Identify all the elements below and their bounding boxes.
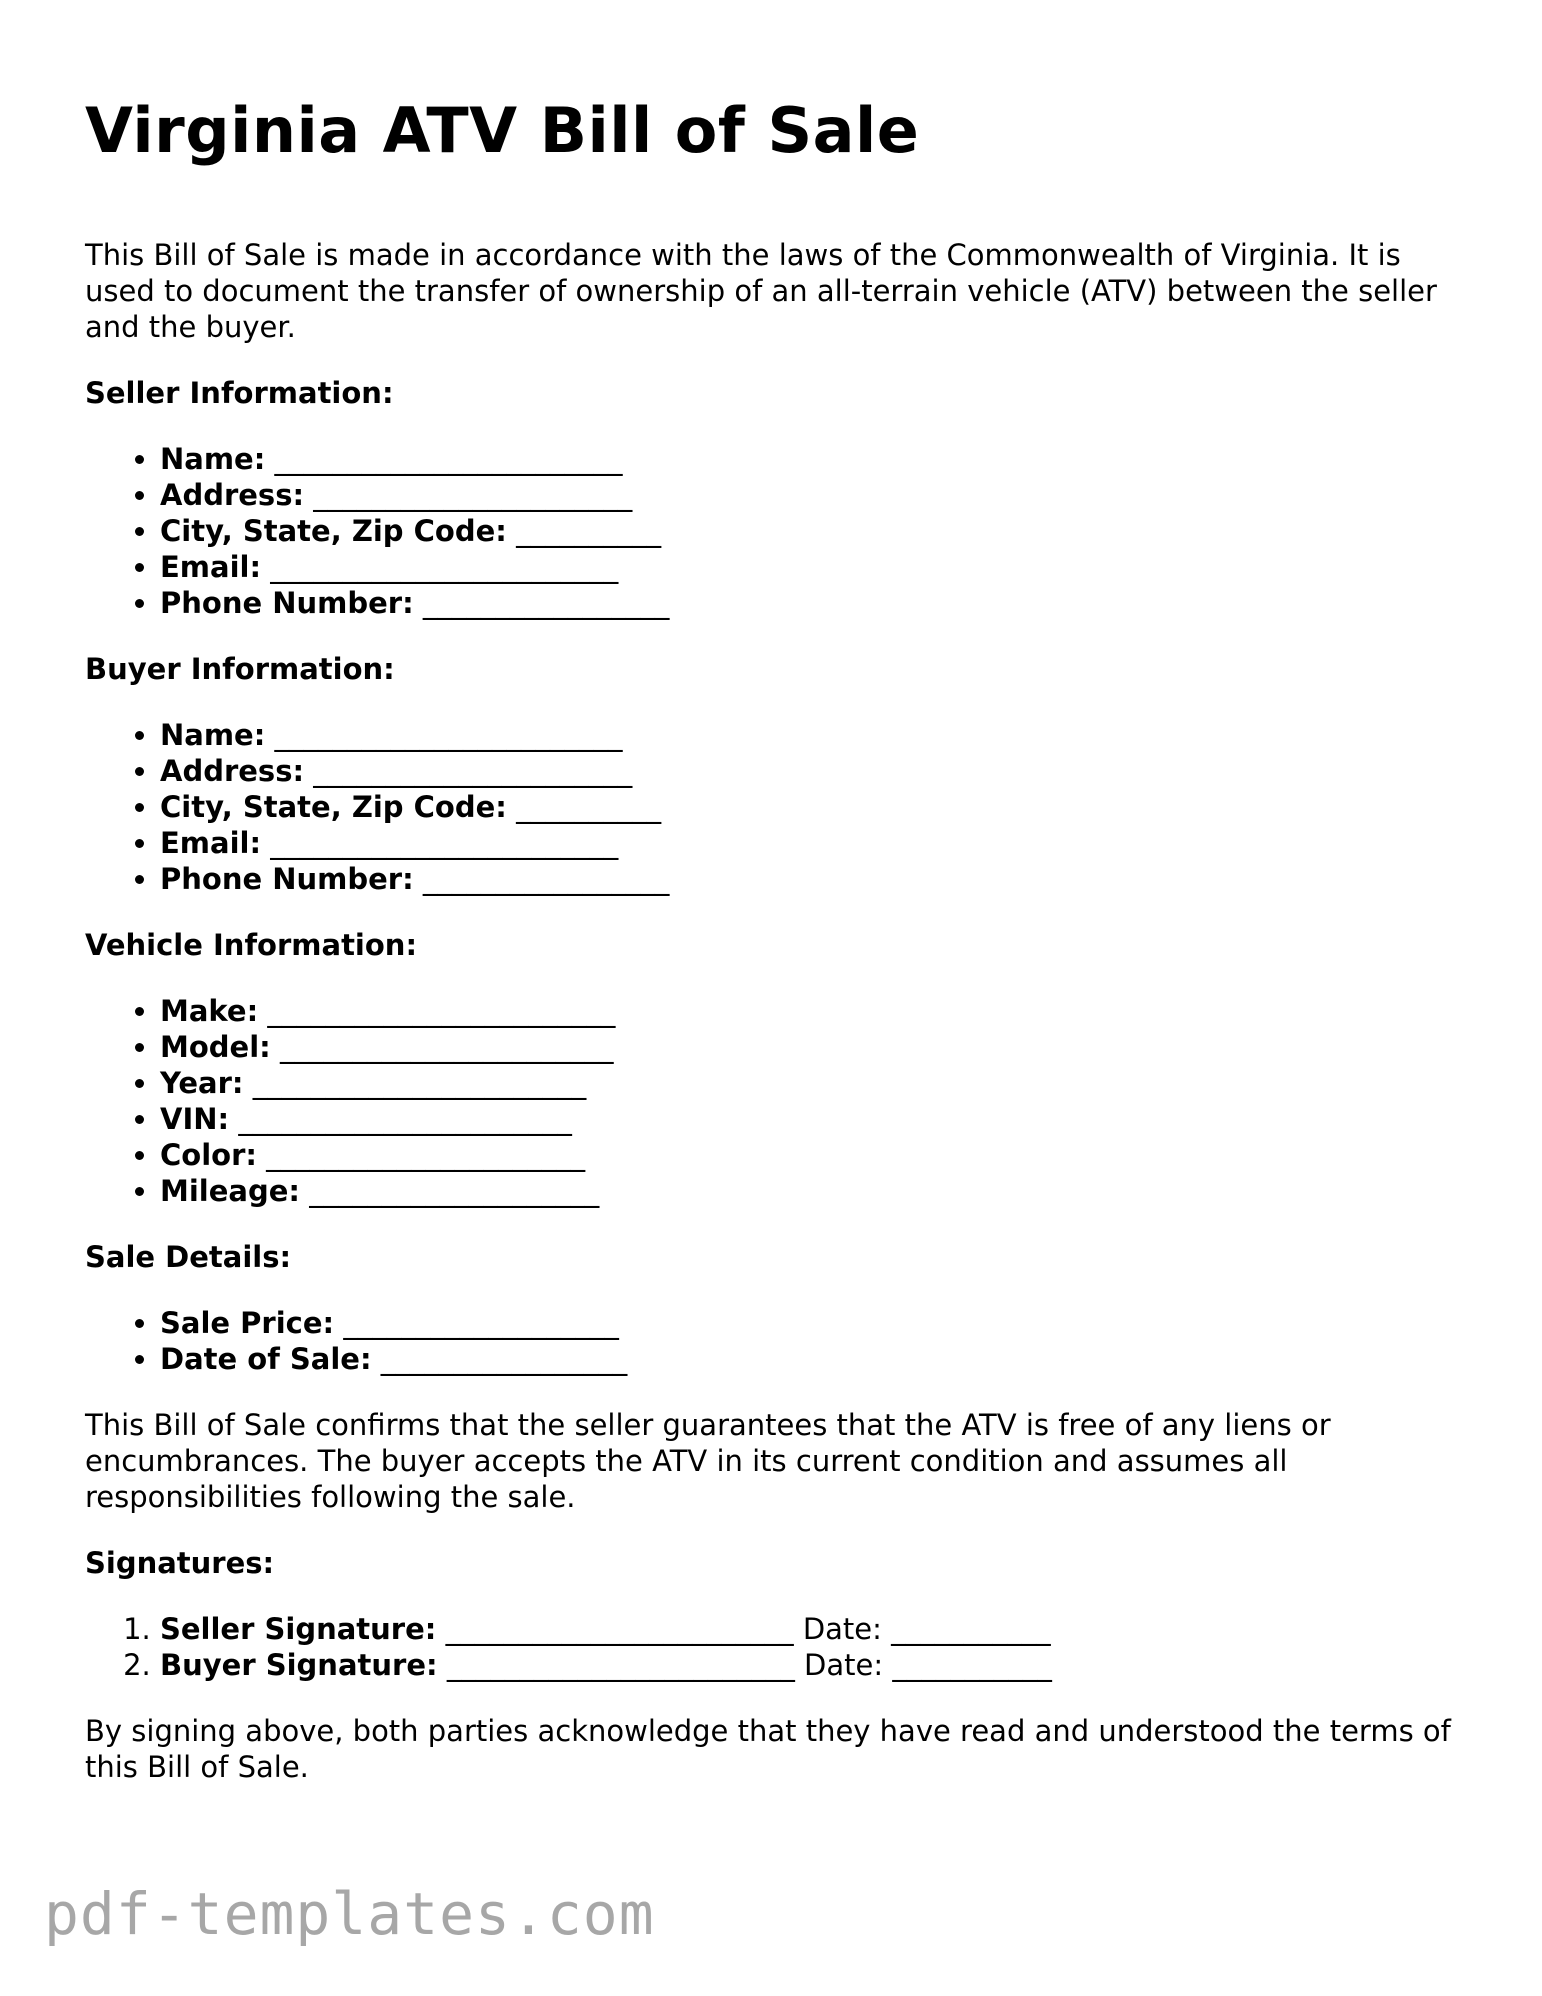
field-label: Email: bbox=[160, 826, 262, 861]
field-label: Name: bbox=[160, 442, 266, 477]
watermark: pdf-templates.com bbox=[44, 1880, 655, 1948]
buyer-address-field bbox=[160, 753, 1465, 789]
field-label: Name: bbox=[160, 718, 266, 753]
fill-in-blank: ________________________ bbox=[265, 442, 623, 477]
seller-name-field bbox=[160, 441, 1465, 477]
fill-in-blank: _________________ bbox=[371, 1342, 628, 1377]
field-label: Model: bbox=[160, 1030, 271, 1065]
sale-section-heading: Sale Details: bbox=[85, 1240, 292, 1275]
fill-in-blank: _______________________ bbox=[270, 1030, 614, 1065]
fill-in-blank: ______________________ bbox=[304, 478, 633, 513]
field-label: Date of Sale: bbox=[160, 1342, 372, 1377]
fill-in-blank: ______________________ bbox=[256, 1138, 586, 1173]
buyer-section-heading: Buyer Information: bbox=[85, 652, 395, 687]
sale-field-list bbox=[85, 1305, 1465, 1377]
field-label: Sale Price: bbox=[160, 1306, 335, 1341]
fill-in-blank: ________________________ bbox=[265, 718, 623, 753]
vehicle-vin-field bbox=[160, 1101, 1465, 1137]
intro-paragraph: This Bill of Sale is made in accordance with the laws of the Commonwealth of Virginia. It is used to document the transfer of ownership of an all-terrain vehicle (ATV) between the seller and the buyer. bbox=[85, 238, 1437, 345]
buyer-email-field bbox=[160, 825, 1465, 861]
field-label: Address: bbox=[160, 478, 305, 513]
vehicle-model-field bbox=[160, 1029, 1465, 1065]
date-label: Date: bbox=[794, 1648, 884, 1683]
field-label: Phone Number: bbox=[160, 586, 414, 621]
fill-in-blank: ___________ bbox=[883, 1648, 1052, 1683]
seller-email-field bbox=[160, 549, 1465, 585]
signature-list bbox=[85, 1611, 1465, 1683]
field-label: VIN: bbox=[160, 1102, 230, 1137]
document-page bbox=[85, 95, 1465, 1785]
field-label: Make: bbox=[160, 994, 259, 1029]
field-label: Seller Signature: bbox=[160, 1612, 437, 1647]
date-label: Date: bbox=[793, 1612, 882, 1647]
fill-in-blank: ___________ bbox=[881, 1612, 1051, 1647]
fill-in-blank: _______________________ bbox=[229, 1102, 572, 1137]
field-label: Phone Number: bbox=[160, 862, 414, 897]
sale-price-field bbox=[160, 1305, 1465, 1341]
fill-in-blank: ______________________ bbox=[304, 754, 633, 789]
page-title: Virginia ATV Bill of Sale bbox=[85, 94, 920, 167]
buyer-field-list bbox=[85, 717, 1465, 897]
seller-section-heading: Seller Information: bbox=[85, 376, 394, 411]
seller-phone-field bbox=[160, 585, 1465, 621]
field-label: City, State, Zip Code: bbox=[160, 790, 507, 825]
seller-field-list bbox=[85, 441, 1465, 621]
vehicle-field-list bbox=[85, 993, 1465, 1209]
field-label: Buyer Signature: bbox=[160, 1648, 438, 1683]
fill-in-blank: ________________________ bbox=[437, 1648, 795, 1683]
fill-in-blank: ________________________ bbox=[261, 826, 619, 861]
field-label: Address: bbox=[160, 754, 305, 789]
buyer-phone-field bbox=[160, 861, 1465, 897]
seller-signature-line bbox=[160, 1611, 1465, 1647]
field-label: Email: bbox=[160, 550, 262, 585]
fill-in-blank: __________ bbox=[506, 790, 662, 825]
signatures-section-heading: Signatures: bbox=[85, 1546, 275, 1581]
fill-in-blank: ___________________ bbox=[334, 1306, 619, 1341]
field-label: Mileage: bbox=[160, 1174, 301, 1209]
fill-in-blank: _________________ bbox=[413, 862, 670, 897]
vehicle-make-field bbox=[160, 993, 1465, 1029]
fill-in-blank: ________________________ bbox=[436, 1612, 794, 1647]
buyer-name-field bbox=[160, 717, 1465, 753]
seller-city-state-zip-field bbox=[160, 513, 1465, 549]
buyer-city-state-zip-field bbox=[160, 789, 1465, 825]
fill-in-blank: ____________________ bbox=[300, 1174, 600, 1209]
fill-in-blank: ________________________ bbox=[258, 994, 616, 1029]
field-label: Color: bbox=[160, 1138, 257, 1173]
seller-address-field bbox=[160, 477, 1465, 513]
vehicle-year-field bbox=[160, 1065, 1465, 1101]
vehicle-section-heading: Vehicle Information: bbox=[85, 928, 418, 963]
acknowledgement-paragraph: By signing above, both parties acknowledge that they have read and understood the terms of this Bill of Sale. bbox=[85, 1714, 1451, 1785]
fill-in-blank: _______________________ bbox=[243, 1066, 587, 1101]
fill-in-blank: __________ bbox=[506, 514, 662, 549]
field-label: Year: bbox=[160, 1066, 244, 1101]
buyer-signature-line bbox=[160, 1647, 1465, 1683]
field-label: City, State, Zip Code: bbox=[160, 514, 507, 549]
sale-date-field bbox=[160, 1341, 1465, 1377]
vehicle-color-field bbox=[160, 1137, 1465, 1173]
vehicle-mileage-field bbox=[160, 1173, 1465, 1209]
fill-in-blank: _________________ bbox=[413, 586, 670, 621]
fill-in-blank: ________________________ bbox=[261, 550, 619, 585]
guarantee-paragraph: This Bill of Sale confirms that the seller guarantees that the ATV is free of any liens or encumbrances. The buyer accepts the ATV in its current condition and assumes all responsibilities following the sale. bbox=[85, 1408, 1331, 1515]
